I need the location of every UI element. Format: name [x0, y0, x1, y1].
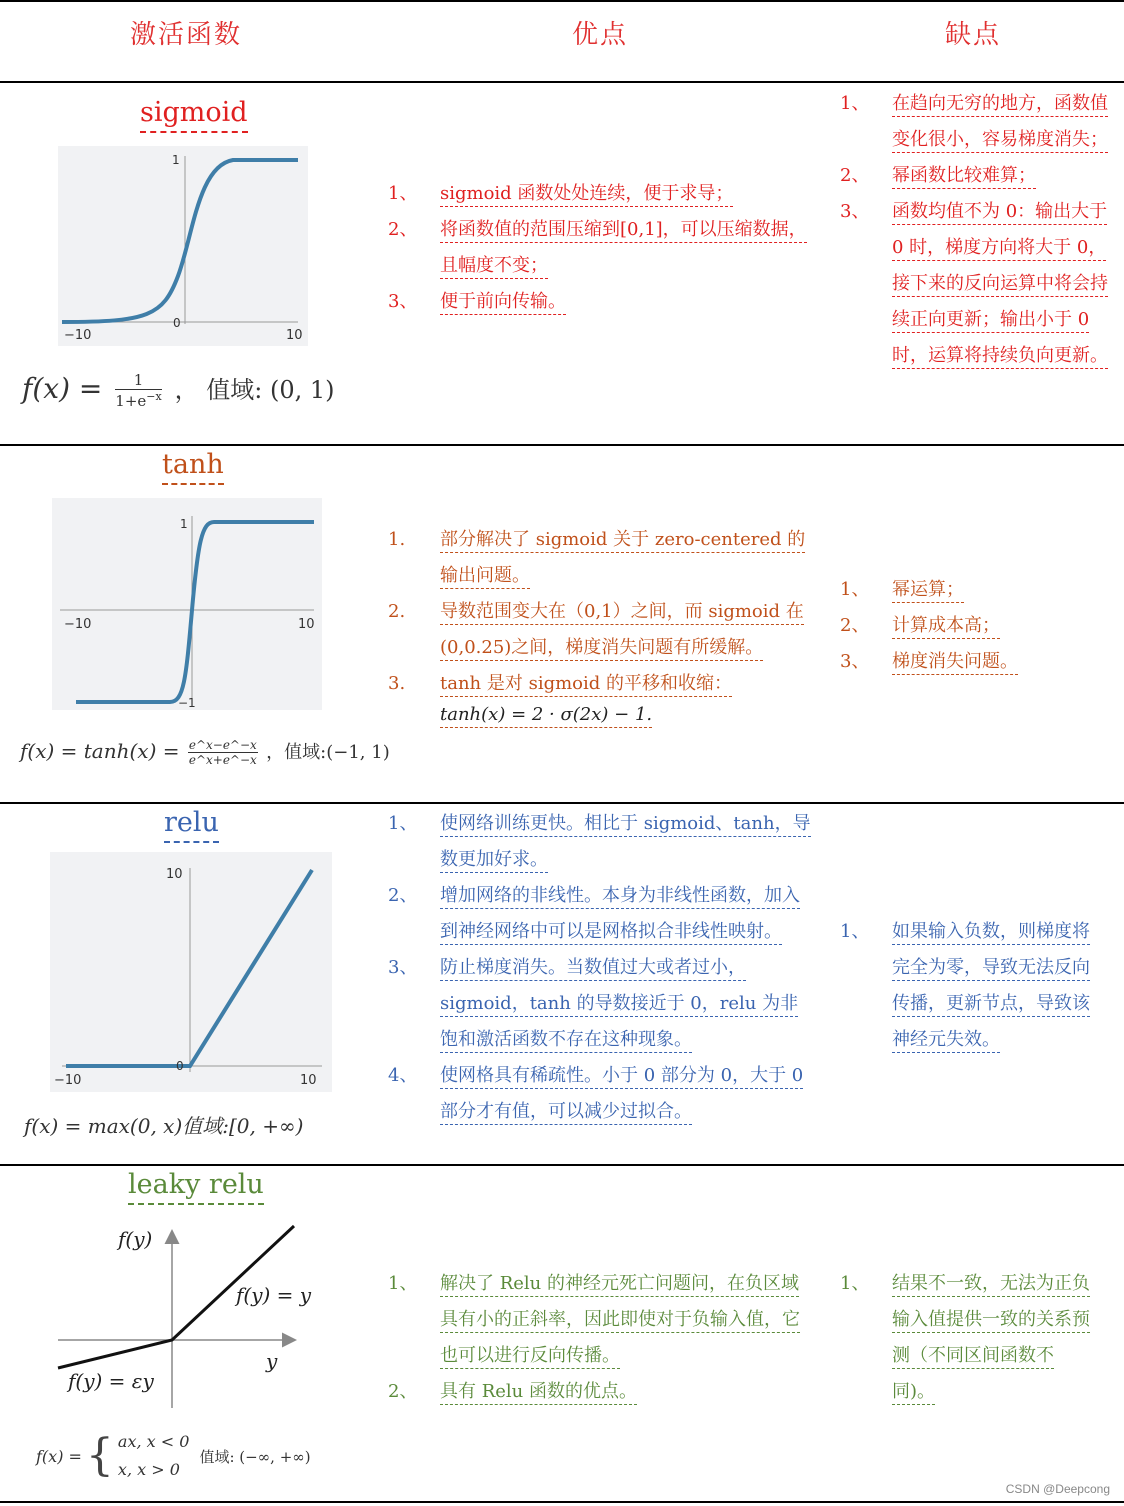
leaky-fy-label: f(y) [118, 1227, 153, 1251]
tanh-ymax: 1 [180, 517, 188, 531]
list-item: 2、 具有 Relu 函数的优点。 [388, 1374, 816, 1410]
relu-pros [388, 806, 816, 1130]
list-item: 2、 增加网络的非线性。本身为非线性函数，加入到神经网络中可以是网格拟合非线性映射。 [388, 878, 816, 950]
list-item: 3. tanh 是对 sigmoid 的平移和收缩： [388, 666, 816, 702]
relu-xmax: 10 [300, 1073, 317, 1088]
relu-ymax: 10 [166, 867, 183, 882]
sigmoid-name: sigmoid [140, 96, 248, 133]
tanh-ymin: −1 [178, 696, 196, 710]
relu-plot [50, 852, 332, 1092]
leaky-fy-eps-label: f(y) = εy [68, 1369, 154, 1393]
list-item: 3、 便于前向传输。 [388, 284, 816, 320]
leaky-relu-plot [54, 1222, 324, 1412]
row-rule-1 [0, 444, 1124, 446]
relu-cons [840, 914, 1096, 1058]
list-item: 且幅度不变； [388, 248, 816, 284]
tanh-identity: tanh(x) = 2 · σ(2x) − 1. [440, 704, 652, 728]
tanh-xmin: −10 [64, 617, 92, 632]
list-item: 3、 函数均值不为 0：输出大于 0 时，梯度方向将大于 0，接下来的反向运算中将会持续正向更新；输出小于 0 时，运算将持续负向更新。 [840, 194, 1110, 374]
tanh-plot [52, 498, 322, 710]
leaky-relu-name: leaky relu [128, 1168, 264, 1205]
header-pros: 优点 [572, 20, 629, 50]
list-item: 2. 导数范围变大在（0,1）之间，而 sigmoid 在(0,0.25)之间，梯度消失问题有所缓解。 [388, 594, 816, 666]
header-activation: 激活函数 [130, 20, 243, 50]
leaky-relu-formula: f(x) = { ax, x < 0 x, x > 0 值域: (−∞, +∞) [36, 1430, 311, 1481]
top-rule [0, 0, 1124, 2]
relu-name: relu [164, 806, 219, 843]
sigmoid-pros [388, 176, 816, 320]
list-item: 1、 结果不一致，无法为正负输入值提供一致的关系预测（不同区间函数不同)。 [840, 1266, 1096, 1410]
tanh-name: tanh [162, 448, 224, 485]
list-item: 1、 在趋向无穷的地方，函数值变化很小，容易梯度消失； [840, 86, 1110, 158]
list-item: 2、 计算成本高； [840, 608, 1110, 644]
list-item: 3、 梯度消失问题。 [840, 644, 1110, 680]
sigmoid-xmax: 10 [286, 328, 303, 343]
tanh-pros [388, 522, 816, 728]
list-item: 1、 解决了 Relu 的神经元死亡问题问，在负区域具有小的正斜率，因此即使对于负输入值，它也可以进行反向传播。 [388, 1266, 816, 1374]
list-item: 1、 sigmoid 函数处处连续，便于求导； [388, 176, 816, 212]
tanh-formula: f(x) = tanh(x) = $\frac{e\^{}x-e\^{}-x}{e\^{}x+e\^{}-x}$ ，值域:(−1, 1) [20, 738, 390, 767]
sigmoid-ymax: 1 [172, 153, 180, 167]
leaky-y-label: y [266, 1349, 278, 1373]
sigmoid-ymin: 0 [173, 316, 181, 330]
leaky-relu-pros [388, 1266, 816, 1410]
list-item: 1. 部分解决了 sigmoid 关于 zero-centered 的输出问题。 [388, 522, 816, 594]
list-item: 3、 防止梯度消失。当数值过大或者过小，sigmoid，tanh 的导数接近于 0，relu 为非饱和激活函数不存在这种现象。 [388, 950, 816, 1058]
list-item: 1、 使网络训练更快。相比于 sigmoid、tanh，导数更加好求。 [388, 806, 816, 878]
tanh-xmax: 10 [298, 617, 315, 632]
sigmoid-cons [840, 86, 1110, 374]
list-item: 1、 如果输入负数，则梯度将完全为零，导致无法反向传播，更新节点，导致该神经元失效。 [840, 914, 1096, 1058]
row-rule-3 [0, 1164, 1124, 1166]
relu-xmin: −10 [54, 1073, 82, 1088]
list-item: 2、 幂函数比较难算； [840, 158, 1110, 194]
header-cons: 缺点 [945, 20, 1002, 50]
row-rule-2 [0, 802, 1124, 804]
list-item: 4、 使网格具有稀疏性。小于 0 部分为 0，大于 0 部分才有值，可以减少过拟合。 [388, 1058, 816, 1130]
list-item: 1、 幂运算； [840, 572, 1110, 608]
relu-formula: f(x) = max(0, x)值域:[0, +∞) [24, 1114, 304, 1138]
tanh-cons [840, 572, 1110, 680]
leaky-relu-cons [840, 1266, 1096, 1410]
header-rule [0, 81, 1124, 83]
watermark: CSDN @Deepcong [1005, 1482, 1110, 1496]
leaky-fy-eq-y-label: f(y) = y [236, 1283, 312, 1307]
sigmoid-plot [58, 146, 308, 346]
sigmoid-formula: f(x) = $\frac{1}{1+e^{-x}}$ ， 值域: (0, 1) [22, 371, 335, 410]
bottom-rule [0, 1501, 1124, 1503]
list-item: 2、 将函数值的范围压缩到[0,1]，可以压缩数据， [388, 212, 816, 248]
list-item [388, 702, 816, 728]
sigmoid-xmin: −10 [64, 328, 92, 343]
relu-ymin: 0 [176, 1059, 184, 1073]
